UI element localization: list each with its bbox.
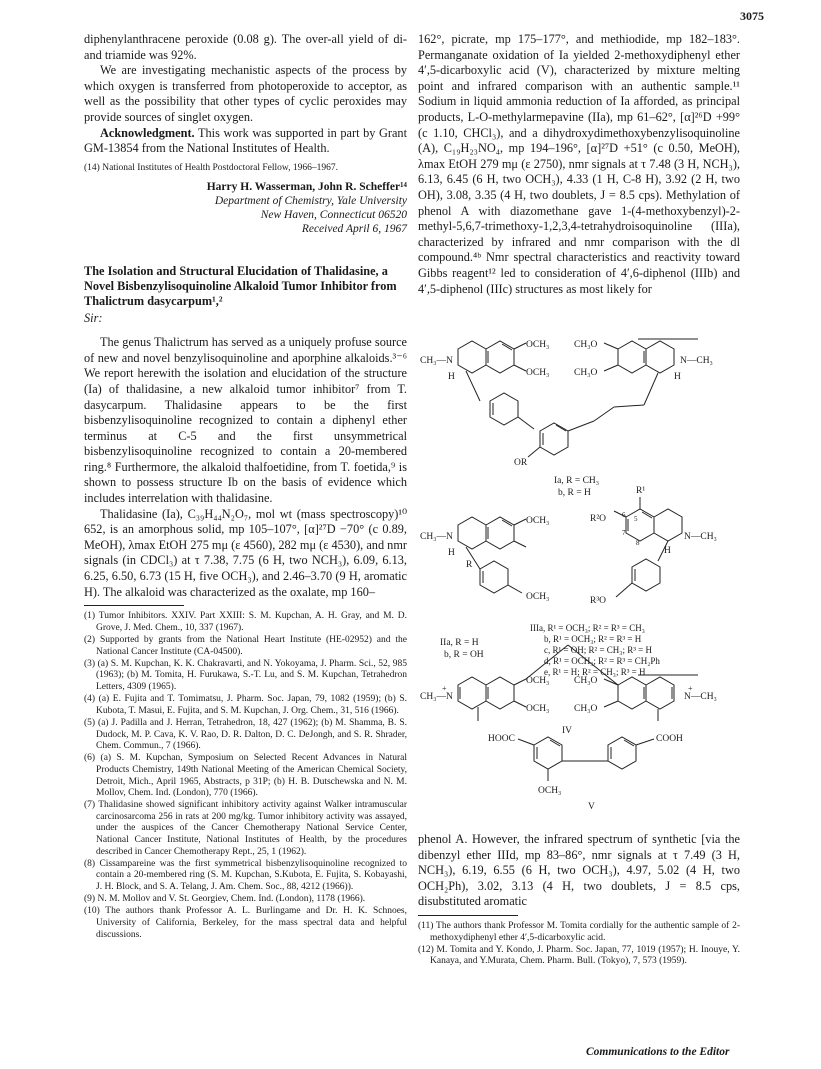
footnote-3: (3) (a) S. M. Kupchan, K. K. Chakravarti, and N. Yokoyama, J. Pharm. Sci., 52, 985 (1963); (b) M. Tomita, H. Furukawa, S.-T. Lu, and S. M. Kupchan, Tetrahedron Letters, 4309 (1965). <box>84 658 407 692</box>
s4-n-left: CH₃—N <box>420 692 453 702</box>
footnote-4: (4) (a) E. Fujita and T. Tomimatsu, J. Pharm. Soc. Japan, 79, 1082 (1959); (b) S. Kubota, T. Masui, E. Fujita, and S. M. Kupchan, J. Org. Chem., 31, 516 (1966). <box>84 694 407 716</box>
s1-ome-d: CH₃O <box>574 368 598 378</box>
right-column-top <box>418 32 740 297</box>
s1-n-right: N—CH₃ <box>680 356 713 366</box>
acknowledgment-text: This work was supported in part by Grant GM-13854 from the National Institutes of Health. <box>84 125 407 156</box>
s5-cooh-right: COOH <box>656 734 683 744</box>
footnote-1: (1) Tumor Inhibitors. XXIV. Part XXIII: S. M. Kupchan, A. H. Gray, and M. D. Grove, J. Med. Chem., 10, 337 (1967). <box>84 611 407 633</box>
footnote-7: (7) Thalidasine showed significant inhibitory activity against Walker intramuscular carcinosarcoma 256 in rats at 200 mg/kg. Tumor inhibitory activity was assayed, under the auspices of the Cancer Chemotherapy National Service Center, National Cancer Institute, National Institutes of Health, by the procedures described in Cancer Chemotherapy Rept., 25, 1 (1962). <box>84 800 407 857</box>
s3-label-a: IIIa, R¹ = OCH₃; R² = R³ = CH₃ <box>530 623 645 633</box>
s2-h: H <box>448 548 455 558</box>
s4-ome-c: CH₃O <box>574 676 598 686</box>
intro-paragraph-1: diphenylanthracene peroxide (0.08 g). The over-all yield of di- and triamide was 92%. <box>84 32 407 62</box>
structure-iia <box>458 517 526 593</box>
s1-ome-a: OCH₃ <box>526 340 550 350</box>
s4-ome-b: OCH₃ <box>526 704 550 714</box>
footnote-5: (5) (a) J. Padilla and J. Herran, Tetrahedron, 18, 427 (1962); (b) M. Shamma, B. S. Dudock, M. P. Cava, K. V. Rao, D. R. Dalton, D. C. DeJongh, and S. R. Shrader, Chem. Commun., 7 (1966). <box>84 717 407 752</box>
intro-paragraph-2: We are investigating mechanistic aspects of the process by which oxygen is transferred from photoperoxide to acceptor, as well as the possibility that other types of cyclic peroxides may provide sources of singlet oxygen. <box>84 63 407 124</box>
s3-label-e: e, R¹ = H; R² = CH₃; R³ = H <box>544 667 646 677</box>
s3-label-c: c, R¹ = OH; R² = CH₃; R³ = H <box>544 645 652 655</box>
s1-h-left: H <box>448 372 455 382</box>
s1-n-left: CH₃—N <box>420 356 453 366</box>
affiliation-1: Department of Chemistry, Yale University <box>214 195 407 208</box>
s4-ome-d: CH₃O <box>574 704 598 714</box>
s3-num-7: 7 <box>622 529 626 537</box>
affiliation-2: New Haven, Connecticut 06520 <box>260 209 407 222</box>
footnote-11: (11) The authors thank Professor M. Tomita cordially for the authentic sample of 2-methoxydiphenyl ether 4′,5-dicarboxylic acid. <box>418 920 740 943</box>
s2-n-left: CH₃—N <box>420 532 453 542</box>
s3-num-5: 5 <box>634 515 638 523</box>
s1-ome-b: OCH₃ <box>526 368 550 378</box>
structure-ia <box>458 339 698 457</box>
footnote-8: (8) Cissampareine was the first symmetrical bisbenzylisoquinoline recognized to contain a 20-membered ring (S. M. Kupchan, S.Kubota, E. Fujita, S. Kobayashi, J. H. Block, and S. A. Telang, J. Am. Chem. Soc., 88, 4212 (1966)). <box>84 858 407 893</box>
footnote-10: (10) The authors thank Professor A. L. Burlingame and Dr. H. K. Schnoes, University of California, Berkeley, for the mass spectral data and helpful discussions. <box>84 906 407 940</box>
received-date: Received April 6, 1967 <box>301 223 407 236</box>
article-title: The Isolation and Structural Elucidation of Thalidasine, a Novel Bisbenzylisoquinoline Alkaloid Tumor Inhibitor from Thalictrum dasycarpum¹,² <box>84 264 397 308</box>
s1-label-1: Ia, R = CH₃ <box>554 476 600 486</box>
s1-h-right: H <box>674 372 681 382</box>
footnote-14: (14) National Institutes of Health Postdoctoral Fellow, 1966–1967. <box>84 162 338 173</box>
right-footnote-rule <box>418 915 518 916</box>
s4-label: IV <box>562 726 573 736</box>
s4-plus-right: + <box>688 684 693 693</box>
right-column-bottom <box>418 832 740 969</box>
s3-r2o: R²O <box>590 514 607 524</box>
page-number: 3075 <box>740 9 764 23</box>
footnote-rule <box>84 605 184 606</box>
s5-cooh-left: HOOC <box>488 734 515 744</box>
footnote-12: (12) M. Tomita and Y. Kondo, J. Pharm. Soc. Japan, 77, 1019 (1957); H. Inouye, Y. Kanaya, and Y.Murata, Chem. Pharm. Bull. (Tokyo), 7, 573 (1959). <box>418 944 740 967</box>
s1-or: OR <box>514 458 528 468</box>
s3-r3o: R³O <box>590 596 607 606</box>
s3-num-8: 8 <box>636 539 640 547</box>
footnote-9: (9) N. M. Mollov and V. St. Georgiev, Chem. Ind. (London), 1178 (1966). <box>84 894 366 905</box>
left-column <box>84 32 407 942</box>
s4-plus-left: + <box>442 684 447 693</box>
s4-n-right: N—CH₃ <box>684 692 717 702</box>
s2-r: R <box>466 560 473 570</box>
section-footer: Communications to the Editor <box>586 1046 730 1058</box>
body-paragraph-2: Thalidasine (Ia), C₃₉H₄₄N₂O₇, mol wt (mass spectroscopy)¹⁰ 652, is an amorphous solid, mp 105–107°, [α]²⁷D −70° (c 0.89, MeOH), λmax EtOH 275 mμ (ε 4560), 282 mμ (ε 4530), and nmr signals (in CDCl₃) at τ 7.38, 7.75 (6 H, two NCH₃), 6.09, 6.13, 6.25, 6.50, 6.73 (15 H, five OCH₃), and 2.46–3.70 (9 H, aromatic H). The alkaloid was characterized as the oxalate, mp 160– <box>84 506 407 599</box>
s3-n-right: N—CH₃ <box>684 532 717 542</box>
signature-block <box>84 180 407 236</box>
s3-label-d: d, R¹ = OCH₃; R² = R³ = CH₂Ph <box>544 656 660 666</box>
s1-label-2: b, R = H <box>558 488 591 498</box>
s5-label: V <box>588 802 595 812</box>
s2-ome-a: OCH₃ <box>526 516 550 526</box>
right-body-bottom: phenol A. However, the infrared spectrum of synthetic [via the dibenzyl ether IIId, mp 83–86°, nmr signals at τ 7.49 (3 H, NCH₃), 6.19, 6.55 (6 H, two OCH₃), 4.97, 5.02 (4 H, two OCH₂Ph), 3.02, 3.13 (4 H, two doublets, J = 8.5 cps, disubstituted aromatic <box>418 832 740 909</box>
salutation: Sir: <box>84 311 103 326</box>
body-paragraph-1: The genus Thalictrum has served as a uniquely profuse source of new and novel benzylisoquinoline and aporphine alkaloids.³⁻⁶ We report herewith the isolation and elucidation of the structure (Ia) of thalidasine, a new alkaloid tumor inhibitor⁷ from T. dasycarpum. Thalidasine appears to be the first bisbenzylisoquinoline recognized to contain a diphenyl ether terminus at C-5 and the first unsymmetrical bisbenzylisoquinoline recognized to contain a 20-membered ring.⁸ Furthermore, the alkaloid thalfoetidine, from T. foetida,⁹ is shown to possess structure Ib on the basis of evidence which includes interrelation with thalidasine. <box>84 335 407 506</box>
left-footnotes <box>84 611 407 941</box>
chemical-structures <box>418 335 740 815</box>
structure-v <box>518 737 654 781</box>
s2-ome-b: OCH₃ <box>526 592 550 602</box>
s1-ome-c: CH₃O <box>574 340 598 350</box>
s3-num-6: 6 <box>622 511 626 519</box>
s3-label-b: b, R¹ = OCH₃; R² = R³ = H <box>544 634 642 644</box>
author-names: Harry H. Wasserman, John R. Scheffer¹⁴ <box>206 181 407 194</box>
acknowledgment-heading: Acknowledgment. <box>100 125 195 140</box>
s3-h: H <box>664 546 671 556</box>
s3-r1: R¹ <box>636 486 646 496</box>
right-body-top: 162°, picrate, mp 175–177°, and methiodide, mp 182–183°. Permanganate oxidation of Ia yielded 2-methoxydiphenyl ether 4′,5-dicarboxylic acid (V), characterized by mixture melting point and infrared comparison with an authentic sample.¹¹ Sodium in liquid ammonia reduction of Ia afforded, as principal products, L-O-methylarmepavine (IIa), mp 61–62°, [α]²⁶D +99° (c 1.10, CHCl₃), and a dihydroxydimethoxybenzylisoquinoline (A), C₁₉H₂₃NO₄, mp 194–196°, [α]²⁷D +51° (c 0.50, MeOH), λmax EtOH 279 mμ (ε 2750), nmr signals at τ 7.48 (3 H, NCH₃), 6.13, 6.45 (6 H, two OCH₃), 4.33 (1 H, C-8 H), 3.92 (2 H, two OH), 3.08, 3.35 (4 H, two doublets, J = 8.5 cps). Methylation of phenol A with diazomethane gave 1-(4-methoxybenzyl)-2-methyl-5,6,7-trimethoxy-1,2,3,4-tetrahydroisoquinoline (IIIa), characterized by infrared and nmr comparison with the dl compound.⁴ᵇ Nmr spectral characteristics and reactivity toward Gibbs reagent¹² led to consideration of 4′,6-diphenol (IIIb) and 4′,5-diphenol (IIIc) structures as most likely for <box>418 32 740 296</box>
footnote-2: (2) Supported by grants from the National Heart Institute (HE-02952) and the National Cancer Institute (CA-04500). <box>84 635 407 657</box>
footnote-6: (6) (a) S. M. Kupchan, Symposium on Selected Recent Advances in Natural Products Chemistry, 149th National Meeting of the American Chemical Society, Detroit, Mich., April 1965, Abstracts, p 31P; (b) H. B. Dutschewska and N. M. Mollov, Chem. Ind. (London), 770 (1966). <box>84 753 407 799</box>
s4-ome-a: OCH₃ <box>526 676 550 686</box>
s2-label-2: b, R = OH <box>444 650 484 660</box>
s2-label-1: IIa, R = H <box>440 638 479 648</box>
acknowledgment <box>84 126 407 157</box>
s5-ome: OCH₃ <box>538 786 562 796</box>
